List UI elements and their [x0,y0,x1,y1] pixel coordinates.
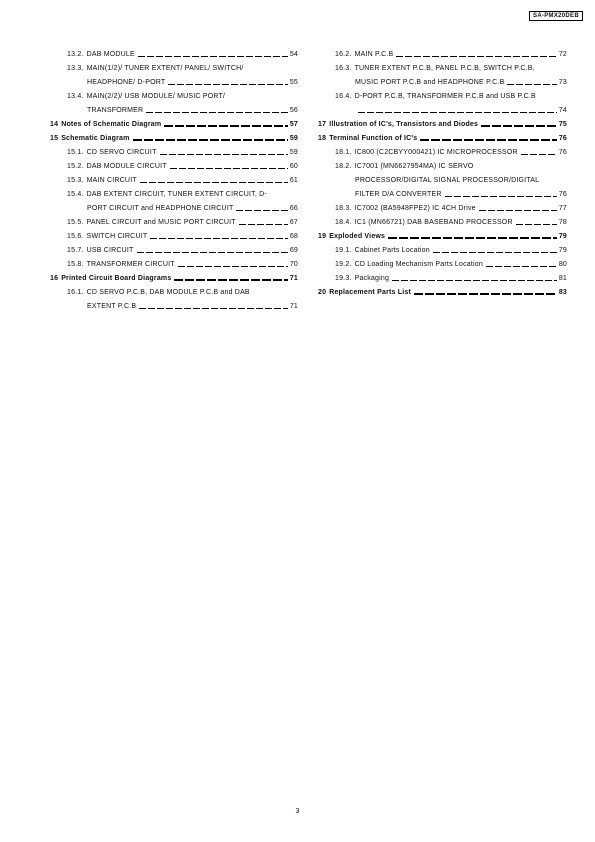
toc-entry-title: IC1 (MN66721) DAB BASEBAND PROCESSOR [354,219,513,226]
dotted-leader [392,280,557,281]
toc-entry-title: DAB MODULE CIRCUIT [86,163,167,170]
toc-entry[interactable] [50,143,298,157]
toc-entry[interactable] [50,283,298,311]
dotted-leader [139,308,288,309]
toc-entry-number: 13.3. [67,65,84,72]
toc-entry[interactable] [50,255,298,269]
dotted-leader [396,56,556,57]
toc-page-number[interactable]: 60 [289,163,298,170]
dotted-leader [140,182,288,183]
toc-entry[interactable] [318,143,567,157]
toc-entry-number: 15.3. [67,177,84,184]
toc-entry-title: HEADPHONE/ D-PORT [87,79,166,86]
toc-entry[interactable] [318,241,567,255]
toc-entry-title: Printed Circuit Board Diagrams [61,275,172,282]
toc-entry[interactable] [50,87,298,115]
toc-entry[interactable] [50,157,298,171]
toc-column-right [318,45,567,297]
toc-page-number[interactable]: 76 [558,149,567,156]
toc-page-number[interactable]: 77 [558,205,567,212]
toc-entry-title: USB CIRCUIT [86,247,134,254]
toc-page-number[interactable]: 72 [558,51,567,58]
toc-page-number[interactable]: 54 [289,51,298,58]
toc-entry-title: EXTENT P.C.B [87,303,137,310]
toc-page-number[interactable]: 66 [289,205,298,212]
toc-entry-title: FILTER D/A CONVERTER [355,191,442,198]
toc-page-number[interactable]: 70 [289,261,298,268]
toc-entry-number: 17 [318,121,327,128]
dotted-leader [239,224,288,225]
toc-entry-title: MAIN(2/2)/ USB MODULE/ MUSIC PORT/ [86,93,226,100]
toc-entry[interactable] [318,45,567,59]
toc-page-number[interactable]: 75 [558,121,567,128]
toc-page-number[interactable]: 74 [558,107,567,114]
toc-page-number[interactable]: 68 [289,233,298,240]
toc-page-number[interactable]: 83 [558,289,567,296]
toc-entry-number: 19.3. [335,275,352,282]
toc-entry[interactable] [318,255,567,269]
toc-entry-title: PROCESSOR/DIGITAL SIGNAL PROCESSOR/DIGITAL [355,177,540,184]
toc-entry[interactable] [50,185,298,213]
toc-entry-title: SWITCH CIRCUIT [86,233,148,240]
dotted-leader [445,196,557,197]
toc-entry-title: MUSIC PORT P.C.B and HEADPHONE P.C.B [355,79,505,86]
toc-entry-number: 15.6. [67,233,84,240]
toc-entry-title: IC800 (C2CBYY000421) IC MICROPROCESSOR [354,149,518,156]
toc-entry-number: 13.2. [67,51,84,58]
toc-page-number[interactable]: 67 [289,219,298,226]
toc-entry-number: 20 [318,289,327,296]
toc-entry-title: MAIN(1/2)/ TUNER EXTENT/ PANEL/ SWITCH/ [86,65,244,72]
toc-page-number[interactable]: 56 [289,107,298,114]
dotted-leader [481,125,557,127]
toc-page-number[interactable]: 61 [289,177,298,184]
toc-entry-title: PANEL CIRCUIT and MUSIC PORT CIRCUIT [86,219,236,226]
model-number-box [529,11,583,21]
dotted-leader [178,266,288,267]
toc-entry-number: 15.7. [67,247,84,254]
model-number: SA-PMX20DEB [533,13,579,19]
toc-entry-title: TUNER EXTENT P.C.B, PANEL P.C.B, SWITCH P.C.B, [354,65,535,72]
toc-page-number[interactable]: 80 [558,261,567,268]
dotted-leader [479,210,557,211]
dotted-leader [507,84,556,85]
dotted-leader [164,125,288,127]
toc-entry-number: 15.1. [67,149,84,156]
dotted-leader [521,154,557,155]
toc-entry-number: 15.4. [67,191,84,198]
toc-entry[interactable] [318,129,567,143]
toc-entry-title: Notes of Schematic Diagram [61,121,162,128]
toc-entry-number: 18.1. [335,149,352,156]
toc-entry-number: 16.2. [335,51,352,58]
toc-entry[interactable] [318,59,567,87]
toc-entry[interactable] [318,227,567,241]
toc-entry-number: 19 [318,233,327,240]
toc-entry-title: Exploded Views [329,233,386,240]
dotted-leader [420,139,556,141]
toc-page-number[interactable]: 69 [289,247,298,254]
toc-entry[interactable] [318,115,567,129]
dotted-leader [160,154,288,155]
toc-page-number[interactable]: 78 [558,219,567,226]
toc-entry[interactable] [50,241,298,255]
toc-entry-title: MAIN P.C.B [354,51,394,58]
toc-entry-title: PORT CIRCUIT and HEADPHONE CIRCUIT [87,205,234,212]
toc-entry-number: 18.3. [335,205,352,212]
dotted-leader [236,210,287,211]
dotted-leader [516,224,557,225]
toc-entry-title: IC7001 (MN6627954MA) IC SERVO [354,163,474,170]
toc-entry-title: Illustration of IC's, Transistors and Diodes [329,121,479,128]
toc-entry-number: 16.1. [67,289,84,296]
toc-entry-title: DAB EXTENT CIRCUIT, TUNER EXTENT CIRCUIT, D- [86,191,267,198]
dotted-leader [388,237,557,239]
toc-entry-title: MAIN CIRCUIT [86,177,137,184]
toc-page-number[interactable]: 71 [289,303,298,310]
dotted-leader [486,266,557,267]
toc-entry[interactable] [50,213,298,227]
toc-entry-number: 16.4. [335,93,352,100]
dotted-leader [168,84,287,85]
toc-page-number[interactable]: 79 [558,247,567,254]
toc-entry-number: 14 [50,121,59,128]
toc-entry-number: 15.2. [67,163,84,170]
toc-entry-number: 18 [318,135,327,142]
toc-entry-number: 18.4. [335,219,352,226]
toc-page-number[interactable]: 81 [558,275,567,282]
toc-entry-title: Replacement Parts List [329,289,412,296]
toc-column-left [50,45,298,311]
toc-entry-number: 13.4. [67,93,84,100]
toc-entry-title: Cabinet Parts Location [354,247,430,254]
toc-entry-title: Packaging [354,275,390,282]
toc-entry-title: TRANSFORMER [87,107,144,114]
toc-entry-number: 15.5. [67,219,84,226]
toc-entry-title: TRANSFORMER CIRCUIT [86,261,175,268]
toc-entry[interactable] [318,199,567,213]
dotted-leader [433,252,557,253]
toc-entry[interactable] [318,87,567,115]
dotted-leader [137,252,288,253]
toc-entry[interactable] [318,157,567,199]
toc-entry[interactable] [50,129,298,143]
toc-page-number[interactable]: 57 [289,121,298,128]
toc-entry[interactable] [50,115,298,129]
toc-entry-title: CD Loading Mechanism Parts Location [354,261,483,268]
toc-entry[interactable] [318,269,567,283]
toc-entry-number: 16 [50,275,59,282]
toc-entry[interactable] [318,283,567,297]
toc-entry[interactable] [50,45,298,59]
toc-page-number[interactable]: 71 [289,275,298,282]
dotted-leader [174,279,287,281]
toc-page-number[interactable]: 76 [558,191,567,198]
toc-entry-title: DAB MODULE [86,51,135,58]
dotted-leader [170,168,288,169]
toc-page-number[interactable]: 55 [289,79,298,86]
toc-entry-title: Terminal Function of IC's [329,135,418,142]
toc-entry-title: Schematic Diagram [61,135,130,142]
toc-entry-number: 19.1. [335,247,352,254]
toc-entry-number: 16.3. [335,65,352,72]
dotted-leader [138,56,288,57]
toc-entry[interactable] [50,269,298,283]
toc-entry-number: 18.2. [335,163,352,170]
toc-entry[interactable] [318,213,567,227]
toc-entry-title: IC7002 (BA5948FPE2) IC 4CH Drive [354,205,476,212]
toc-page-number[interactable]: 79 [558,233,567,240]
toc-entry-title: CD SERVO P.C.B, DAB MODULE P.C.B and DAB [86,289,250,296]
toc-entry-number: 15.8. [67,261,84,268]
dotted-leader [414,293,557,295]
dotted-leader [146,112,288,113]
page-number: 3 [295,808,300,815]
toc-page-number[interactable]: 59 [289,135,298,142]
toc-entry-title: D-PORT P.C.B, TRANSFORMER P.C.B and USB P.C.B [354,93,536,100]
toc-page-number[interactable]: 59 [289,149,298,156]
toc-page-number[interactable]: 73 [558,79,567,86]
dotted-leader [133,139,288,141]
toc-entry-title: CD SERVO CIRCUIT [86,149,157,156]
toc-entry-number: 15 [50,135,59,142]
toc-entry-number: 19.2. [335,261,352,268]
toc-page-number[interactable]: 76 [558,135,567,142]
toc-entry[interactable] [50,171,298,185]
dotted-leader [150,238,287,239]
toc-entry[interactable] [50,227,298,241]
dotted-leader [358,112,557,113]
toc-entry[interactable] [50,59,298,87]
